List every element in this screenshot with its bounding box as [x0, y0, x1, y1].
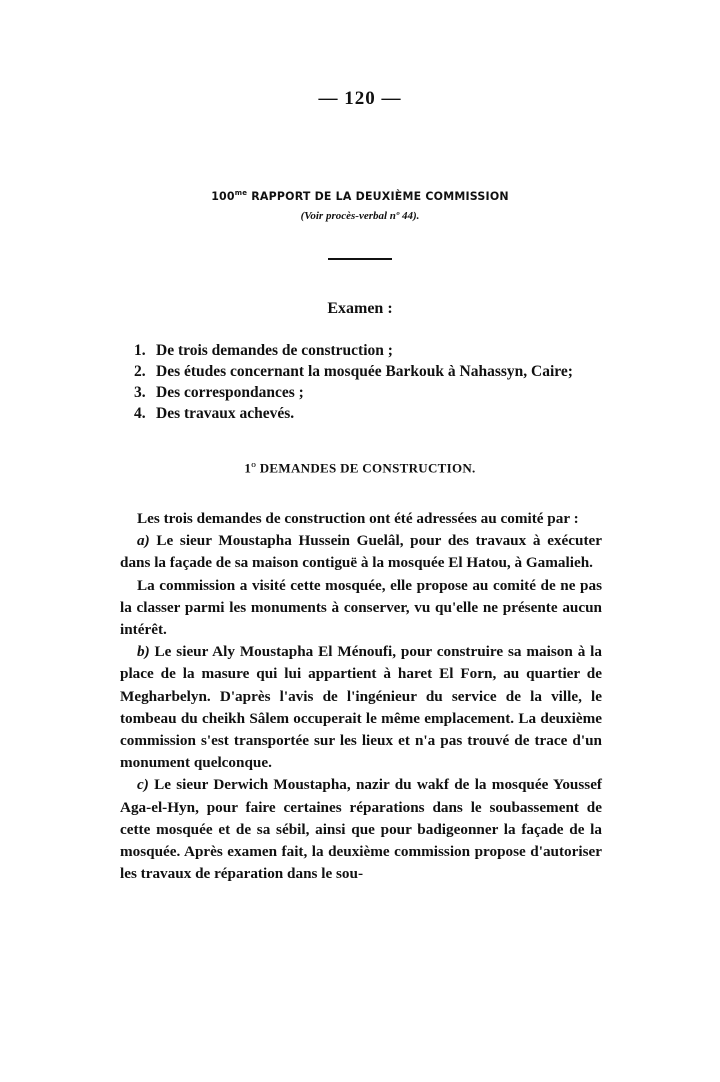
- report-title: [0, 189, 720, 203]
- item-number: 4.: [134, 405, 146, 422]
- paragraph-a-decision: La commission a visité cette mosquée, elle propose au comité de ne pas la classer parmi les monuments à conserver, vu qu'elle ne présente aucun intérêt.: [120, 576, 602, 639]
- paragraph-a: [120, 530, 602, 574]
- examen-heading: Examen :: [327, 300, 393, 317]
- examen-list: [134, 340, 573, 424]
- item-text: Des correspondances ;: [156, 384, 304, 401]
- body-text: [120, 508, 602, 885]
- item-number: 2.: [134, 363, 146, 380]
- paragraph-c-text: Le sieur Derwich Moustapha, nazir du wakf de la mosquée Youssef Aga-el-Hyn, pour faire certaines réparations dans le soubassement de cette mosquée et de sa sébil, ainsi que pour badigeonner la façade de la mosquée. Après examen fait, la deuxième commission propose d'autoriser les travaux de réparation dans le sou-: [120, 776, 602, 883]
- paragraph-intro: Les trois demandes de construction ont été adressées au comité par :: [137, 510, 579, 527]
- paragraph-b: [120, 641, 602, 774]
- section-ordinal: o: [251, 460, 257, 469]
- paragraph-a-text: Le sieur Moustapha Hussein Guelâl, pour des travaux à exécuter dans la façade de sa maison contiguë à la mosquée El Hatou, à Gamalieh.: [120, 532, 602, 572]
- item-text: De trois demandes de construction ;: [156, 342, 393, 359]
- report-title-number: 100: [211, 189, 235, 203]
- paragraph-b-text: Le sieur Aly Moustapha El Ménoufi, pour construire sa maison à la place de la masure qui lui appartient à haret El Forn, au quartier de Megharbelyn. D'après l'avis de l'ingénieur du service de la ville, le tombeau du cheikh Sâlem occuperait le même emplacement. La deuxième commission s'est transportée sur les lieux et n'a pas trouvé de trace d'un monument quelconque.: [120, 643, 602, 772]
- section-number: 1: [244, 460, 252, 476]
- report-reference: (Voir procès-verbal nº 44).: [300, 210, 420, 222]
- item-letter-c: c): [137, 776, 149, 794]
- item-text: Des études concernant la mosquée Barkouk à Nahassyn, Caire;: [156, 363, 573, 380]
- section-title: DEMANDES DE CONSTRUCTION.: [256, 460, 476, 476]
- examen-item: [134, 382, 573, 403]
- examen-item: [134, 340, 573, 361]
- report-title-ordinal: me: [234, 188, 248, 198]
- examen-item: [134, 361, 573, 382]
- section-heading: [0, 460, 720, 476]
- separator-rule: [328, 258, 392, 260]
- report-title-text: RAPPORT DE LA DEUXIÈME COMMISSION: [247, 189, 509, 203]
- paragraph-c: [120, 774, 602, 885]
- item-letter-b: b): [137, 643, 150, 661]
- item-number: 1.: [134, 342, 146, 359]
- examen-item: [134, 403, 573, 424]
- item-number: 3.: [134, 384, 146, 401]
- item-letter-a: a): [137, 532, 150, 550]
- page-number: — 120 —: [318, 88, 402, 109]
- item-text: Des travaux achevés.: [156, 405, 295, 422]
